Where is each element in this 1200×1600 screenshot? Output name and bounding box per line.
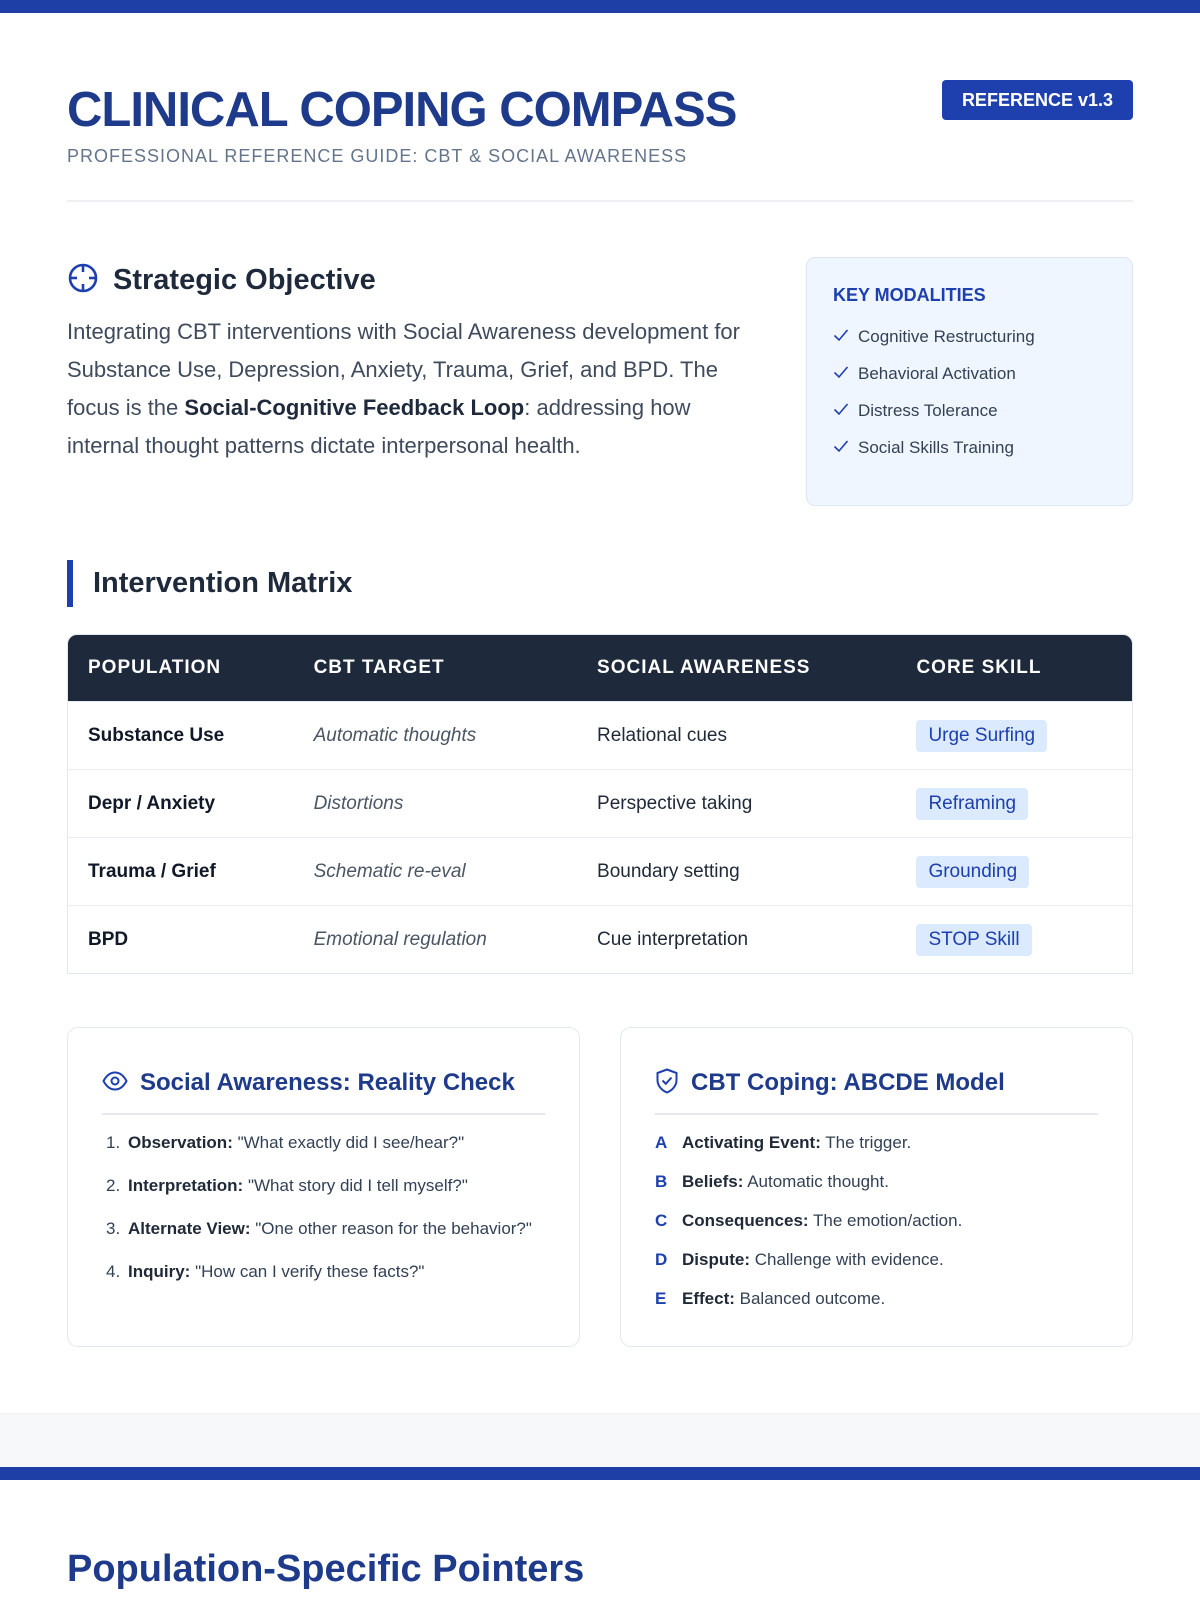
table-row [68, 905, 1132, 973]
check-icon [833, 401, 849, 421]
abcde-text [682, 1129, 911, 1157]
objective-text-end: : addressing how internal thought patterns dictate interpersonal health. [67, 395, 691, 458]
column-header-core-skill: CORE SKILL [916, 657, 1042, 678]
page-title: CLINICAL COPING COMPASS [67, 83, 737, 137]
list-item [102, 1215, 545, 1243]
modality-label: Behavioral Activation [858, 363, 1016, 383]
list-text [128, 1172, 468, 1200]
abcde-letter: D [655, 1250, 668, 1269]
abcde-text [682, 1285, 885, 1313]
abcde-letter: A [655, 1133, 668, 1152]
check-icon [833, 327, 849, 347]
social-awareness-cell: Perspective taking [597, 792, 753, 814]
top-accent-bar [0, 0, 1200, 13]
modality-item [833, 429, 1106, 466]
abcde-header [655, 1063, 1098, 1115]
abcde-letter: E [655, 1289, 667, 1308]
column-header-social-awareness: SOCIAL AWARENESS [597, 657, 811, 678]
objective-header [67, 258, 767, 302]
abcde-item [655, 1207, 1098, 1235]
intervention-matrix-header [67, 560, 352, 607]
cbt-target-cell: Emotional regulation [313, 928, 487, 950]
population-cell: Depr / Anxiety [88, 792, 216, 814]
core-skill-cell [900, 856, 1132, 888]
list-text [128, 1129, 464, 1157]
modality-label: Distress Tolerance [858, 400, 998, 420]
abcde-body: The emotion/action. [808, 1211, 963, 1230]
abcde-item [655, 1246, 1098, 1274]
abcde-body: Automatic thought. [743, 1172, 889, 1191]
abcde-label: Consequences: [682, 1211, 809, 1230]
core-skill-cell [900, 924, 1132, 956]
list-label: Alternate View: [128, 1219, 251, 1238]
social-awareness-cell: Boundary setting [597, 860, 740, 882]
key-modalities-panel [806, 257, 1133, 506]
list-label: Observation: [128, 1133, 233, 1152]
abcde-text [682, 1246, 944, 1274]
modality-label: Social Skills Training [858, 437, 1014, 457]
abcde-letter: B [655, 1172, 668, 1191]
column-header-cbt-target: CBT TARGET [313, 657, 445, 678]
table-row [68, 769, 1132, 837]
social-awareness-cell: Relational cues [597, 724, 727, 746]
section-accent-bar [67, 560, 73, 607]
core-skill-cell [900, 720, 1132, 752]
table-row [68, 701, 1132, 769]
abcde-heading: CBT Coping: ABCDE Model [691, 1069, 1005, 1096]
modality-item [833, 355, 1106, 392]
skill-tag: Urge Surfing [916, 720, 1047, 752]
reality-check-card [67, 1027, 580, 1347]
list-body: "What exactly did I see/hear?" [232, 1133, 465, 1152]
abcde-item [655, 1129, 1098, 1157]
column-header-population: POPULATION [88, 657, 222, 678]
abcde-label: Activating Event: [682, 1133, 821, 1152]
list-item [102, 1129, 545, 1157]
crosshair-icon [67, 262, 99, 299]
list-number: 2. [106, 1176, 121, 1195]
abcde-label: Beliefs: [682, 1172, 744, 1191]
table-header-row [68, 635, 1132, 701]
list-number: 3. [106, 1219, 121, 1238]
abcde-text [682, 1168, 889, 1196]
skill-tag: Grounding [916, 856, 1029, 888]
abcde-letter: C [655, 1211, 668, 1230]
list-text [128, 1215, 532, 1243]
modality-label: Cognitive Restructuring [858, 326, 1035, 346]
list-item [102, 1172, 545, 1200]
matrix-heading: Intervention Matrix [93, 567, 353, 599]
page-header [67, 80, 1133, 202]
population-cell: Trauma / Grief [88, 860, 216, 882]
check-icon [833, 438, 849, 458]
cbt-target-cell: Distortions [313, 792, 404, 814]
strategic-objective-section [67, 258, 767, 465]
list-label: Interpretation: [128, 1176, 244, 1195]
list-number: 4. [106, 1262, 121, 1281]
abcde-body: Challenge with evidence. [750, 1250, 944, 1269]
page-footer-band [0, 1413, 1200, 1467]
abcde-body: Balanced outcome. [734, 1289, 886, 1308]
abcde-item [655, 1285, 1098, 1313]
intervention-matrix-table [67, 634, 1133, 974]
modalities-title: KEY MODALITIES [833, 285, 986, 305]
list-body: "One other reason for the behavior?" [250, 1219, 532, 1238]
eye-icon [102, 1071, 128, 1096]
modality-item [833, 392, 1106, 429]
reality-check-header [102, 1063, 545, 1115]
objective-text-start: Integrating CBT interventions with Social Awareness development for Substance Use, Depression, Anxiety, Trauma, Grief, and BPD. The focus is the [67, 319, 740, 420]
abcde-model-card [620, 1027, 1133, 1347]
abcde-label: Dispute: [682, 1250, 750, 1269]
social-awareness-cell: Cue interpretation [597, 928, 749, 950]
list-body: "What story did I tell myself?" [243, 1176, 468, 1195]
list-label: Inquiry: [128, 1262, 191, 1281]
reality-check-heading: Social Awareness: Reality Check [140, 1069, 515, 1096]
abcde-item [655, 1168, 1098, 1196]
core-skill-cell [900, 788, 1132, 820]
skill-tag: Reframing [916, 788, 1028, 820]
modality-item [833, 318, 1106, 355]
list-body: "How can I verify these facts?" [190, 1262, 425, 1281]
check-icon [833, 364, 849, 384]
shield-check-icon [655, 1068, 679, 1099]
cbt-target-cell: Automatic thoughts [313, 724, 477, 746]
objective-text-emphasis: Social-Cognitive Feedback Loop [184, 395, 525, 420]
population-cell: BPD [88, 928, 129, 950]
page-subtitle: PROFESSIONAL REFERENCE GUIDE: CBT & SOCIAL AWARENESS [67, 146, 688, 166]
list-item [102, 1258, 545, 1286]
version-badge: REFERENCE v1.3 [942, 80, 1133, 120]
objective-text [67, 313, 767, 465]
skill-tag: STOP Skill [916, 924, 1031, 956]
cbt-target-cell: Schematic re-eval [313, 860, 466, 882]
population-cell: Substance Use [88, 724, 225, 746]
page-break-accent-bar [0, 1467, 1200, 1480]
population-pointers-heading: Population-Specific Pointers [67, 1548, 585, 1590]
objective-heading: Strategic Objective [113, 263, 376, 296]
table-row [68, 837, 1132, 905]
list-text [128, 1258, 424, 1286]
abcde-text [682, 1207, 962, 1235]
abcde-body: The trigger. [820, 1133, 912, 1152]
list-number: 1. [106, 1133, 121, 1152]
abcde-label: Effect: [682, 1289, 735, 1308]
